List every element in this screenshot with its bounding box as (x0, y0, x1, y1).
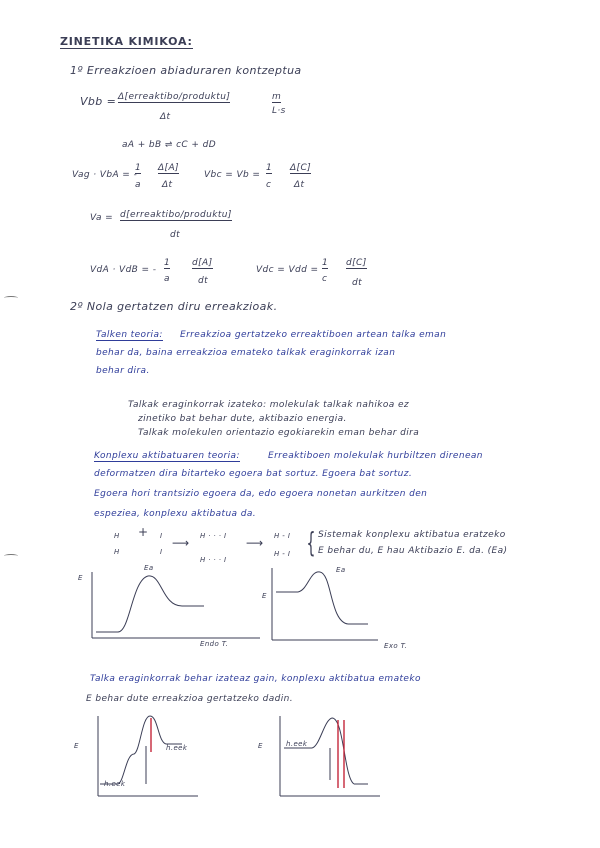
vda-frac2-num: d[A] (192, 258, 213, 268)
graph1-peak-label: Ea (144, 564, 154, 572)
graph4-label: h.eek (286, 740, 308, 748)
mol-product: H - I (274, 550, 291, 558)
mol-transition: H · · · I (200, 556, 227, 564)
vdc-frac1-num: 1 (322, 258, 329, 268)
general-reaction: aA + bB ⇌ cC + dD (122, 140, 217, 150)
va-numerator: d[erreaktibo/produktu] (120, 210, 232, 220)
vda-frac1-num: 1 (164, 258, 171, 268)
vda-label: VdA · VdB = - (90, 265, 157, 275)
vdc-frac2-den: dt (352, 278, 363, 288)
graph4-y-label: E (258, 742, 263, 750)
catalyst-line: E behar dute erreakzioa gertatzeko dadin. (86, 694, 293, 704)
graph2-y-label: E (262, 592, 267, 600)
mol-transition: H · · · I (200, 532, 227, 540)
graph2-peak-label: Ea (336, 566, 346, 574)
sistema-line: E behar du, E hau Aktibazio E. da. (Ea) (318, 546, 508, 556)
vbc-frac2-num: Δ[C] (290, 163, 312, 173)
va-denominator: dt (170, 230, 181, 240)
catalyst-graph-endo (88, 708, 208, 808)
mol-i: I (160, 532, 163, 540)
catalyst-line: Talka eraginkorrak behar izateaz gain, konplexu aktibatua emateko (90, 674, 421, 684)
mol-h: H (114, 548, 120, 556)
vag-label: Vag · VbA = - (72, 170, 138, 180)
arrow: ⟶ (172, 536, 190, 550)
bullet-line: zinetiko bat behar dute, aktibazio energia. (138, 414, 347, 424)
vbc-frac1-num: 1 (266, 163, 273, 173)
talken-line: Erreakzioa gertatzeko erreaktiboen artean talka eman (180, 330, 447, 340)
mol-i: I (160, 548, 163, 556)
vag-frac2-num: Δ[A] (158, 163, 179, 173)
arrow: ⟶ (246, 536, 264, 550)
plus-sign: + (138, 525, 149, 539)
vdc-frac1-den: c (322, 274, 328, 284)
units-denominator: L·s (272, 106, 286, 116)
exothermic-graph (258, 560, 458, 660)
graph3-y-label: E (74, 742, 79, 750)
graph1-y-label: E (78, 574, 83, 582)
vbb-numerator: Δ[erreaktibo/produktu] (118, 92, 231, 102)
vdc-frac2-num: d[C] (346, 258, 367, 268)
talken-line: behar da, baina erreakzioa emateko talkak eraginkorrak izan (96, 348, 396, 358)
graph3-label: h.eek (104, 780, 126, 788)
bullet-line: Talkak eraginkorrak izateko: molekulak talkak nahikoa ez (128, 400, 410, 410)
vbc-label: Vbc = Vb = (204, 170, 261, 180)
page-title: ZINETIKA KIMIKOA: (60, 35, 193, 48)
graph3-label: h.eek (166, 744, 188, 752)
graph2-x-label: Exo T. (384, 642, 408, 650)
sistema-line: Sistemak konplexu aktibatua eratzeko (318, 530, 506, 540)
mol-product: H - I (274, 532, 291, 540)
mol-h: H (114, 532, 120, 540)
va-label: Va = (90, 213, 114, 223)
section2-heading: 2º Nola gertatzen diru erreakzioak. (70, 300, 278, 313)
punch-hole (4, 296, 18, 300)
vag-frac2-den: Δt (162, 180, 173, 190)
vbc-frac1-den: c (266, 180, 272, 190)
konplexu-title: Konplexu aktibatuaren teoria: (94, 451, 240, 461)
konplexu-line: espeziea, konplexu aktibatua da. (94, 509, 257, 519)
vbb-label: Vbb = (80, 95, 117, 108)
vag-frac1-den: a (135, 180, 141, 190)
vda-frac2-den: dt (198, 276, 209, 286)
graph1-x-label: Endo T. (200, 640, 229, 648)
endothermic-graph (70, 560, 270, 660)
units-numerator: m (272, 92, 282, 102)
konplexu-line: deformatzen dira bitarteko egoera bat sortuz. Egoera bat sortuz. (94, 469, 413, 479)
vbb-denominator: Δt (160, 112, 171, 122)
talken-title: Talken teoria: (96, 330, 163, 340)
punch-hole (4, 554, 18, 558)
vdc-label: Vdc = Vdd = (256, 265, 319, 275)
brace: { (306, 526, 316, 559)
konplexu-line: Egoera hori trantsizio egoera da, edo egoera nonetan aurkitzen den (94, 489, 428, 499)
talken-line: behar dira. (96, 366, 150, 376)
vda-frac1-den: a (164, 274, 170, 284)
konplexu-line: Erreaktiboen molekulak hurbiltzen direnean (268, 451, 483, 461)
vag-frac1-num: 1 (135, 163, 142, 173)
vbc-frac2-den: Δt (294, 180, 305, 190)
catalyst-graph-exo (268, 708, 398, 808)
section1-heading: 1º Erreakzioen abiaduraren kontzeptua (70, 64, 302, 77)
bullet-line: Talkak molekulen orientazio egokiarekin eman behar dira (138, 428, 420, 438)
